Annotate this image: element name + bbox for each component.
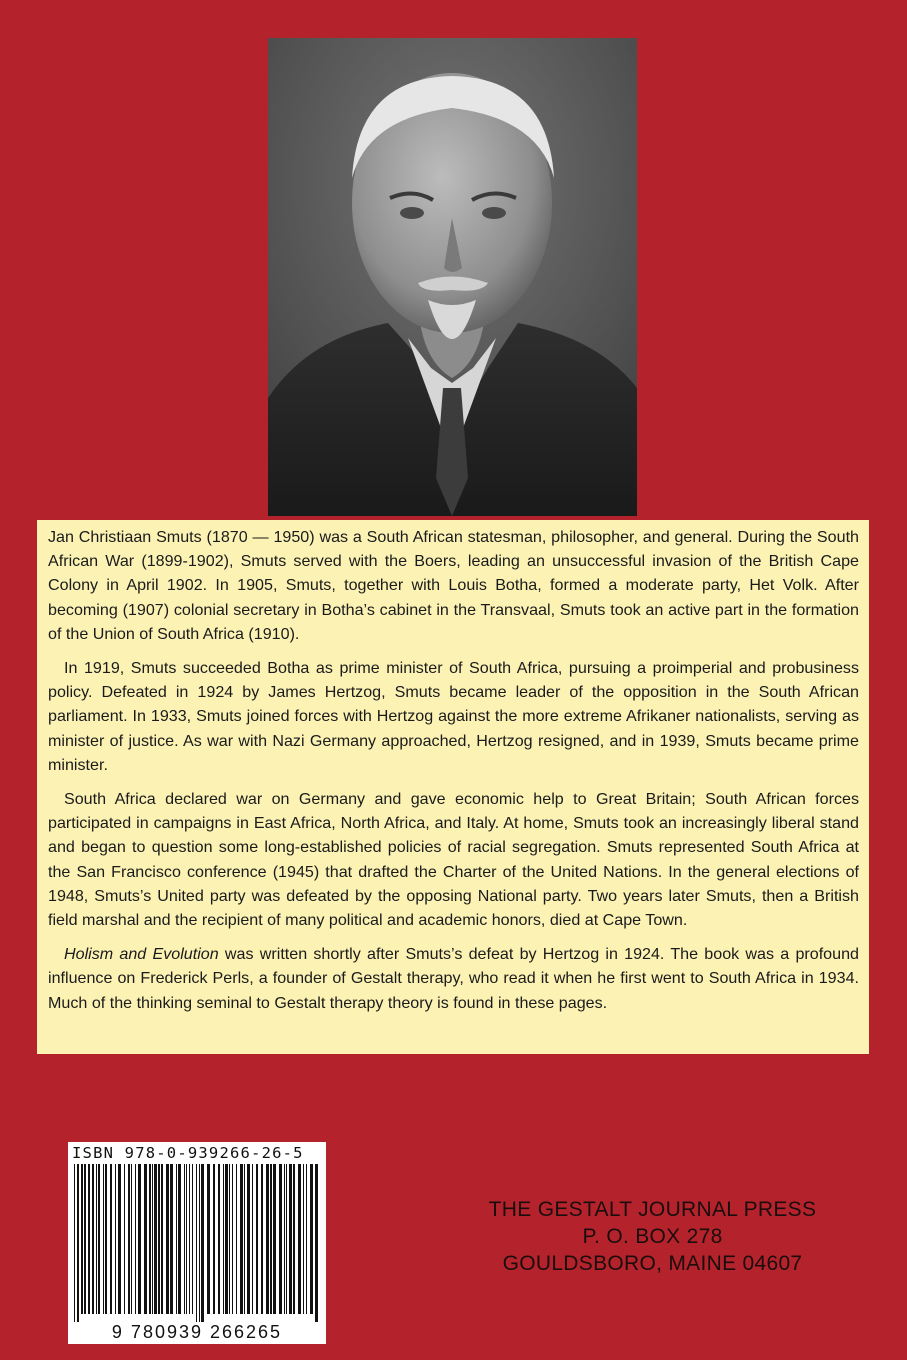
barcode-bar [196,1164,197,1322]
barcode-bar [178,1164,181,1314]
publisher-name: THE GESTALT JOURNAL PRESS [488,1198,817,1221]
barcode-bar [315,1164,318,1322]
barcode-bar [279,1164,282,1314]
bio-paragraph-4-text: was written shortly after Smuts’s defeat by Hertzog in 1924. The book was a profound influence on Frederick Perls, a founder of Gestalt therapy, who read it when he first went to South Africa in 1934. Much of the thinking seminal to Gestalt therapy theory is found in these pages. [48,945,859,1012]
barcode-bar [273,1164,276,1314]
barcode-bar [229,1164,230,1314]
barcode-bar [192,1164,193,1314]
barcode-bar [207,1164,210,1314]
barcode-bar [186,1164,187,1314]
biography-box [37,520,869,1054]
barcode-bar [124,1164,125,1314]
barcode-bar [149,1164,151,1314]
barcode-bar [166,1164,169,1314]
barcode-bar [240,1164,243,1314]
barcode-bar [84,1164,86,1314]
barcode-bar [298,1164,301,1314]
barcode-bar [266,1164,269,1314]
barcode-bar [218,1164,220,1314]
barcode-bar [286,1164,287,1314]
barcode-bar [261,1164,263,1314]
bio-paragraph-4 [48,942,859,1015]
barcode-bar [103,1164,104,1314]
barcode-bar [118,1164,121,1314]
barcode-bar [170,1164,173,1314]
barcode-bar [270,1164,272,1314]
barcode-bar [152,1164,153,1314]
barcode-digits: 9 780939 266265 [111,1322,283,1342]
barcode-bar [158,1164,160,1314]
barcode-bar [115,1164,116,1314]
barcode-bar [92,1164,94,1314]
barcode-bar [247,1164,250,1314]
barcode-bar [189,1164,190,1314]
barcode-bar [244,1164,245,1314]
barcode-bar [252,1164,253,1314]
barcode-bar [223,1164,224,1314]
publisher-city: GOULDSBORO, MAINE 04607 [502,1252,803,1275]
barcode-bar [306,1164,307,1314]
barcode-bar [98,1164,100,1314]
barcode-bar [310,1164,313,1314]
barcode-bar [161,1164,163,1314]
barcode-bar [77,1164,79,1322]
barcode-bar [96,1164,97,1314]
barcode-bar [138,1164,141,1314]
barcode-bar [256,1164,258,1314]
book-title: Holism and Evolution [64,945,219,964]
barcode-bar [213,1164,215,1314]
bio-paragraph-1: Jan Christiaan Smuts (1870 — 1950) was a South African statesman, philosopher, and general. During the South African War (1899-1902), Smuts served with the Boers, leading an unsuccessful invasion of the British Cape Colony in April 1902. In 1905, Smuts, together with Louis Botha, formed a moderate party, Het Volk. After becoming (1907) colonial secretary in Botha’s cabinet in the Transvaal, Smuts took an active part in the formation of the Union of South Africa (1910). [48,528,859,643]
isbn-label: ISBN 978-0-939266-26-5 [72,1144,304,1162]
barcode-bars [74,1164,320,1322]
barcode-bar [81,1164,83,1314]
author-portrait [268,38,637,516]
barcode-bar [110,1164,112,1314]
barcode-bar [293,1164,295,1314]
bio-paragraph-2: In 1919, Smuts succeeded Botha as prime minister of South Africa, pursuing a proimperial and probusiness policy. Defeated in 1924 by James Hertzog, Smuts became leader of the opposition in the South African parliament. In 1933, Smuts joined forces with Hertzog against the more extreme Afrikaner nationalists, serving as minister of justice. As war with Nazi Germany approached, Hertzog resigned, and in 1939, Smuts became prime minister. [48,659,859,774]
publisher-box: P. O. BOX 278 [582,1225,723,1248]
publisher-address [440,1196,865,1277]
barcode-bar [88,1164,90,1314]
barcode-bar [74,1164,75,1322]
portrait-image [268,38,637,516]
barcode-bar [225,1164,228,1314]
barcode-bar [176,1164,177,1314]
barcode-bar [232,1164,233,1314]
barcode-bar [303,1164,304,1314]
barcode-bar [284,1164,285,1314]
barcode-bar [131,1164,132,1314]
barcode-bar [144,1164,147,1314]
barcode-bar [135,1164,136,1314]
barcode-bar [236,1164,237,1314]
bio-paragraph-3: South Africa declared war on Germany and gave economic help to Great Britain; South African forces participated in campaigns in East Africa, North Africa, and Italy. At home, Smuts took an increasingly liberal stand and began to question some long-established policies of racial segregation. Smuts represented South Africa at the San Francisco conference (1945) that drafted the Charter of the United Nations. In the general elections of 1948, Smuts’s United party was defeated by the opposing National party. Two years later Smuts, then a British field marshal and the recipient of many political and academic honors, died at Cape Town. [48,790,859,930]
isbn-barcode [68,1142,326,1344]
barcode-bar [184,1164,185,1314]
barcode-bar [199,1164,200,1322]
barcode-bar [105,1164,107,1314]
barcode-bar [154,1164,157,1314]
barcode-bar [289,1164,292,1314]
barcode-bar [128,1164,130,1314]
barcode-bar [201,1164,204,1322]
